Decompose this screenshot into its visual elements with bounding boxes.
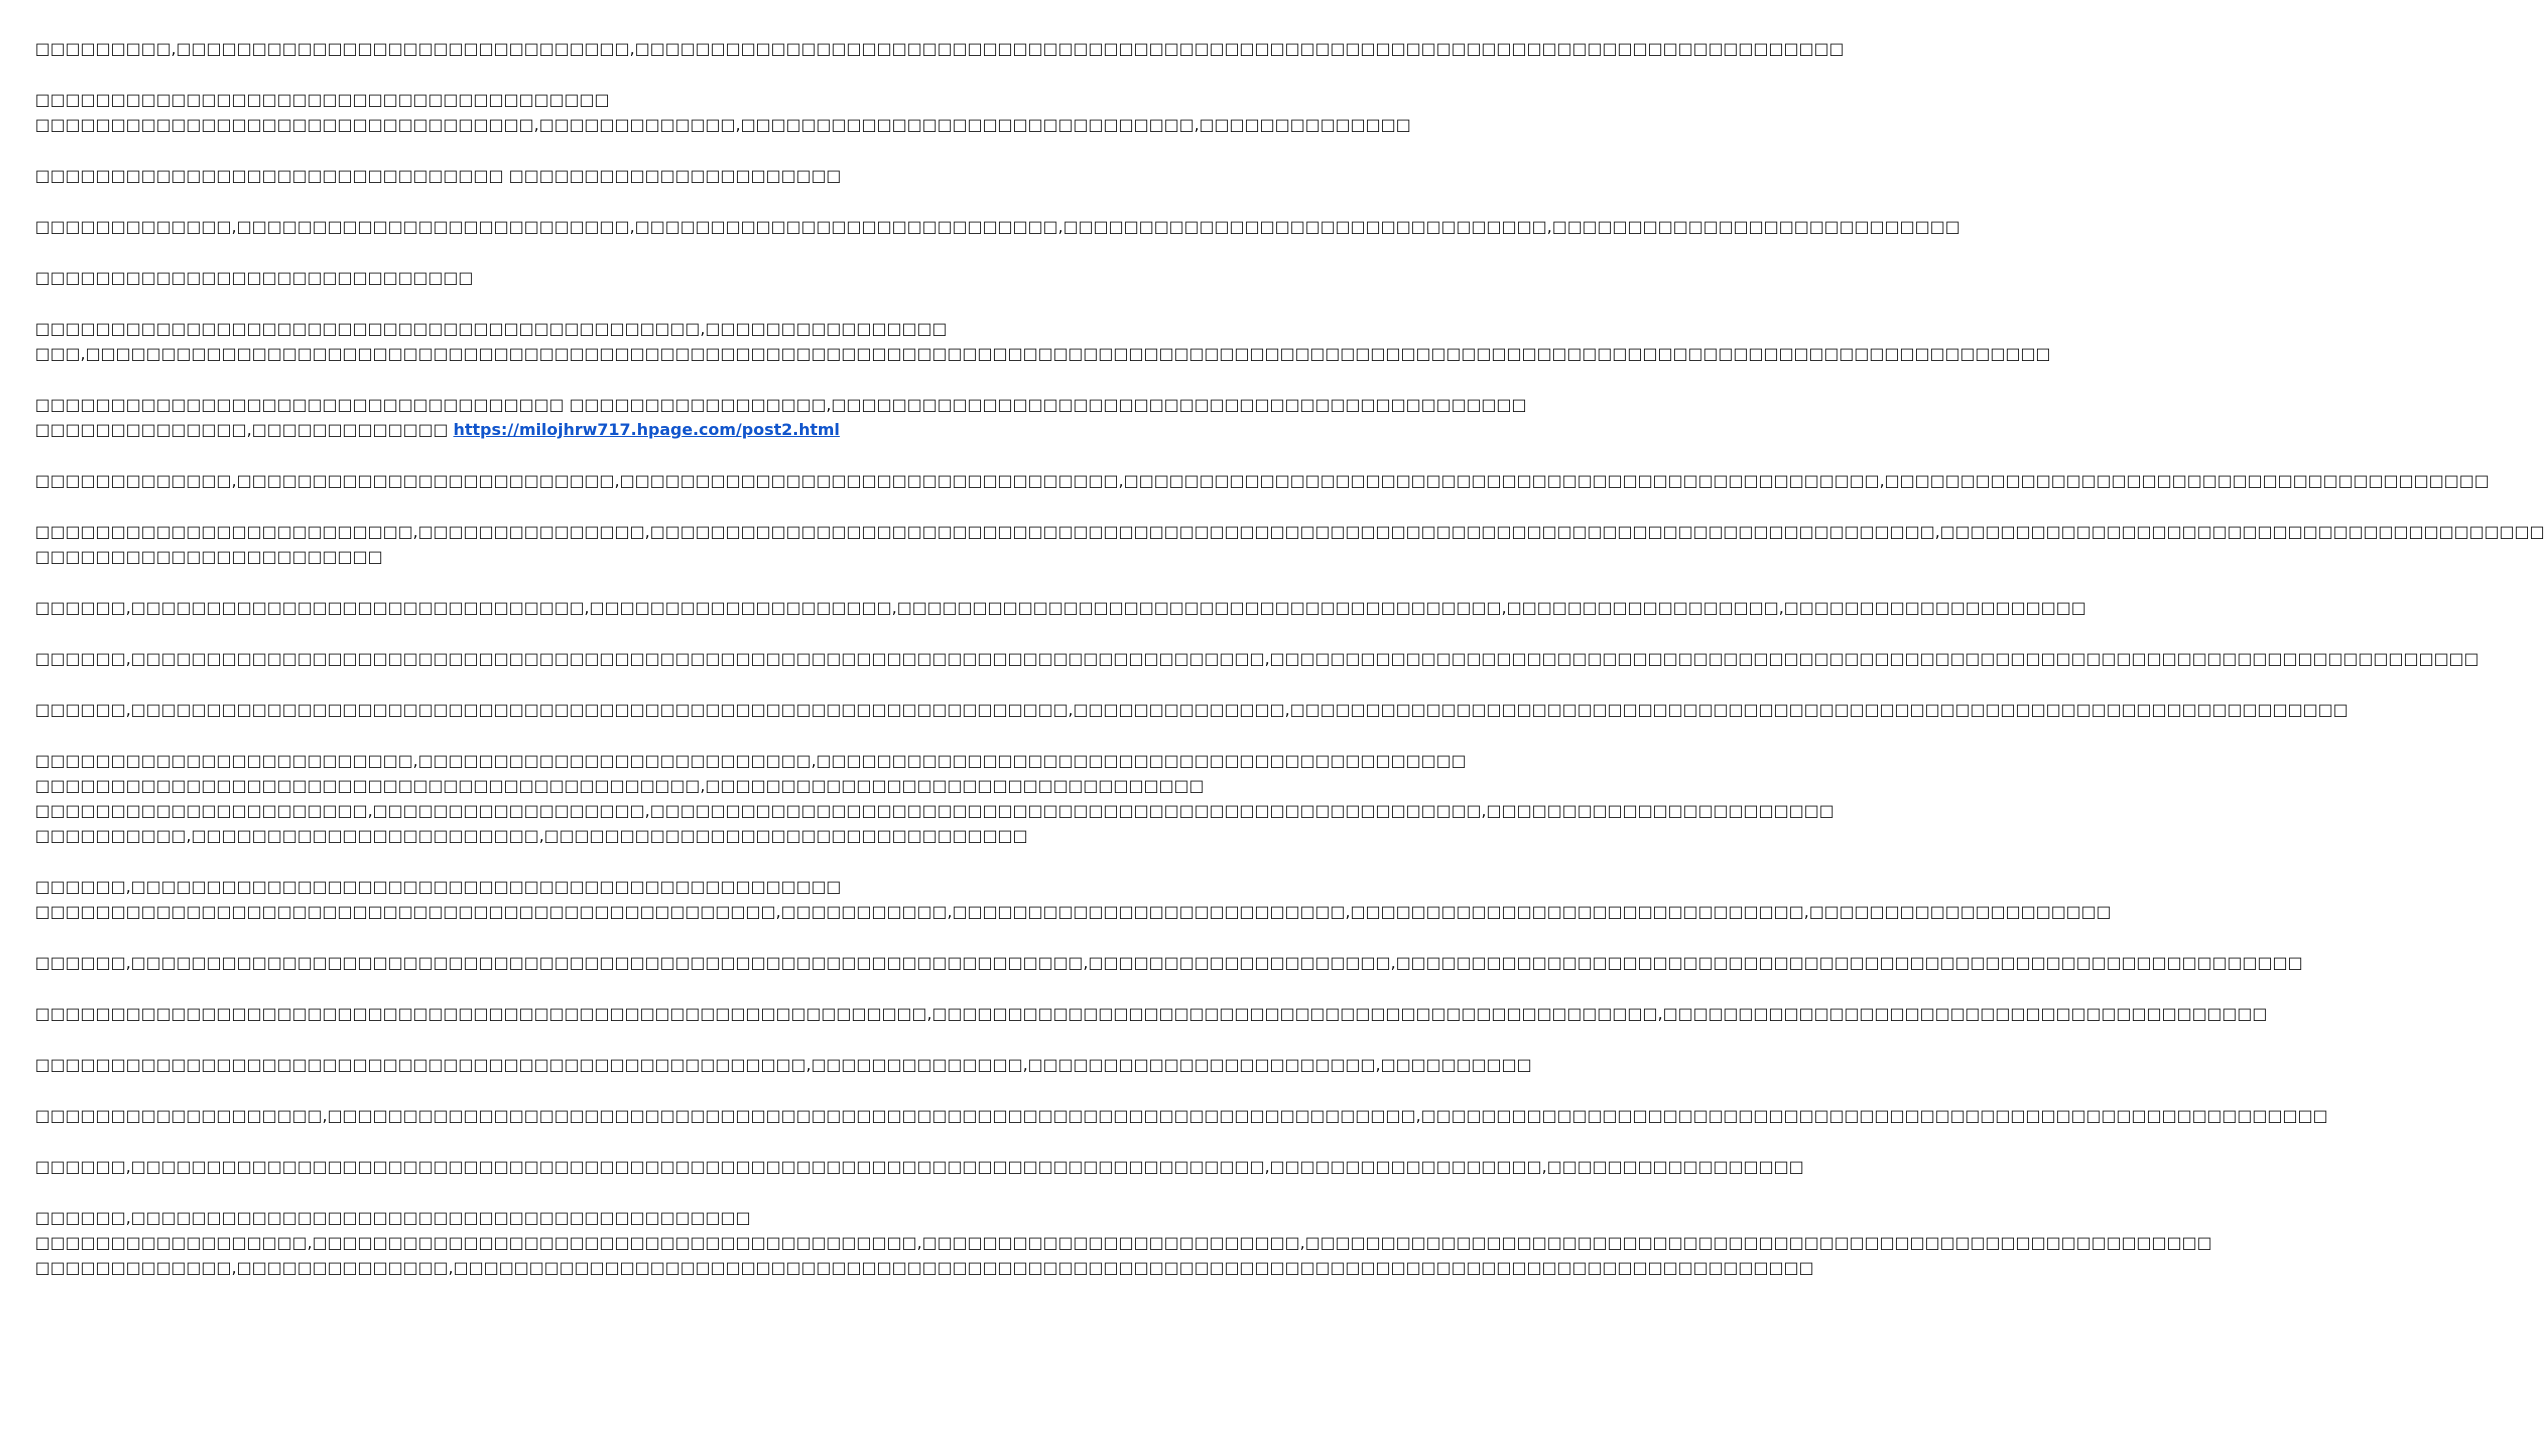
- text-line: □□□□□□□□□□□□□□□□□□□,□□□□□□□□□□□□□□□□□□□□□□□□□□□□□□□□□□□□□□□□□□□□□□□□□□□□□□□□□□□□□□□□□□□□□□□□,□□□□□□□□□□□□□□□□□□□□□□□□□□□□□□□□□□□□□□□□□□□□□□□□□□□□□□□□□□□□: [35, 1106, 2328, 1125]
- text-line: □□□□□□□□□□□□□□□□□□□□□□□□□□□□□□□□□□□□□□□□□□□□□□□□□□□,□□□□□□□□□□□□□□,□□□□□□□□□□□□□□□□□□□□□□□,□□□□□□□□□□: [35, 1055, 1532, 1074]
- text-line: □□□□□□□□□□,□□□□□□□□□□□□□□□□□□□□□□□,□□□□□□□□□□□□□□□□□□□□□□□□□□□□□□□□: [35, 826, 1028, 845]
- paragraph: [35, 950, 2303, 975]
- paragraph: [35, 265, 989, 290]
- text-line: □□□□□□□□□□□□□,□□□□□□□□□□□□□□□□□□□□□□□□□□,□□□□□□□□□□□□□□□□□□□□□□□□□□□□,□□□□□□□□□□□□□□□□□□□□□□□□□□□□□□□□,□□□□□□□□□□□□□□□□□□□□□□□□□□□: [35, 217, 1961, 236]
- text-line: □□□□□□□□□□□□□,□□□□□□□□□□□□□□,□□□□□□□□□□□□□□□□□□□□□□□□□□□□□□□□□□□□□□□□□□□□□□□□□□□□□□□□□□□□□□□□□□□□□□□□□□□□□□□□□□□□□□□□□□: [35, 1258, 1814, 1277]
- paragraph: [35, 36, 1845, 61]
- text-line: □□□□□□□□□□□□□□,□□□□□□□□□□□□□ https://milojhrw717.hpage.com/post2.html: [35, 420, 840, 439]
- paragraph: [35, 1205, 2213, 1280]
- text-line: □□□,□□□□□□□□□□□□□□□□□□□□□□□□□□□□□□□□□□□□□□□□□□□□□□□□□□□□□□□□□□□□□□□□□□□□□□□□□□□□□□□□□□□□□□□□□□□□□□□□□□□□□□□□□□□□□□□□□□□□□□□□□□□□□□□□□□: [35, 344, 2051, 363]
- text-line: □□□□□□,□□□□□□□□□□□□□□□□□□□□□□□□□□□□□□□□□□□□□□□□□□□□□□□□□□□□□□□□□□□□□□,□□□□□□□□□□□□□□,□□□□□□□□□□□□□□□□□□□□□□□□□□□□□□□□□□□□□□□□□□□□□□□□□□□□□□□□□□□□□□□□□□□□□□: [35, 700, 2349, 719]
- post-link[interactable]: https://milojhrw717.hpage.com/post2.html: [453, 420, 840, 439]
- paragraph: [35, 214, 1961, 239]
- text-line: □□□□□□□□□□□□□□□□□□□□□□□□□□□□□□□□□□□□□□: [35, 90, 610, 109]
- text-line: □□□□□□□□□□□□□□□□□□□□□□□□□□□□□□□□□□□□□□□□□□□□□□□□□,□□□□□□□□□□□,□□□□□□□□□□□□□□□□□□□□□□□□□□,□□□□□□□□□□□□□□□□□□□□□□□□□□□□□□,□□□□□□□□□□□□□□□□□□□□: [35, 902, 2112, 921]
- text-line: □□□□□□□□□□□□□□□□□□□□□□□□□,□□□□□□□□□□□□□□□,□□□□□□□□□□□□□□□□□□□□□□□□□□□□□□□□□□□□□□□□□□□□□□□□□□□□□□□□□□□□□□□□□□□□□□□□□□□□□□□□□□□□□,□□□□□□□□□□□□□□□□□□□□□□□□□□□□□□□□□□□□□□□□: [35, 522, 2545, 541]
- document-body: [35, 36, 2545, 1306]
- paragraph: [35, 163, 989, 188]
- text-line: □□□□□□□□□□□□□□□□□□□□□□□□□,□□□□□□□□□□□□□□□□□□□□□□□□□□,□□□□□□□□□□□□□□□□□□□□□□□□□□□□□□□□□□□□□□□□□□□: [35, 751, 1467, 770]
- paragraph: [35, 646, 2480, 671]
- paragraph: [35, 595, 2087, 620]
- paragraph: [35, 468, 2490, 493]
- text-line: □□□□□□,□□□□□□□□□□□□□□□□□□□□□□□□□□□□□□,□□□□□□□□□□□□□□□□□□□□,□□□□□□□□□□□□□□□□□□□□□□□□□□□□□□□□□□□□□□□□,□□□□□□□□□□□□□□□□□□,□□□□□□□□□□□□□□□□□□□□: [35, 598, 2087, 617]
- paragraph: [35, 1001, 2268, 1026]
- text-line: □□□□□□□□□□□□□□□□□□□□□□□□□□□□□□□□□□□ □□□□□□□□□□□□□□□□□,□□□□□□□□□□□□□□□□□□□□□□□□□□□□□□□□□□□□□□□□□□□□□□: [35, 395, 1527, 414]
- text-line: □□□□□□□□□□□□□,□□□□□□□□□□□□□□□□□□□□□□□□□,□□□□□□□□□□□□□□□□□□□□□□□□□□□□□□□□□,□□□□□□□□□□□□□□□□□□□□□□□□□□□□□□□□□□□□□□□□□□□□□□□□□□,□□□□□□□□□□□□□□□□□□□□□□□□□□□□□□□□□□□□□□□□: [35, 471, 2490, 490]
- text-line: □□□□□□□□□□□□□□□□□□□□□□□: [35, 547, 383, 566]
- text-line: □□□□□□□□□□□□□□□□□□□□□□□□□□□□□□□□□□□□□□□□□□□□,□□□□□□□□□□□□□□□□□□□□□□□□□□□□□□□□□: [35, 776, 1205, 795]
- text-line: □□□□□□□□□,□□□□□□□□□□□□□□□□□□□□□□□□□□□□□□,□□□□□□□□□□□□□□□□□□□□□□□□□□□□□□□□□□□□□□□□□□□□□□□□□□□□□□□□□□□□□□□□□□□□□□□□□□□□□□□□: [35, 39, 1845, 58]
- paragraph: [35, 874, 2112, 924]
- text-line: □□□□□□,□□□□□□□□□□□□□□□□□□□□□□□□□□□□□□□□□□□□□□□□□: [35, 1208, 751, 1227]
- text-line: □□□□□□□□□□□□□□□□□□□□□□□□□□□□□: [35, 268, 474, 287]
- paragraph: [35, 1154, 1804, 1179]
- paragraph: [35, 1103, 2328, 1128]
- paragraph: [35, 697, 2349, 722]
- text-line: □□□□□□,□□□□□□□□□□□□□□□□□□□□□□□□□□□□□□□□□□□□□□□□□□□□□□□: [35, 877, 842, 896]
- text-line: □□□□□□,□□□□□□□□□□□□□□□□□□□□□□□□□□□□□□□□□□□□□□□□□□□□□□□□□□□□□□□□□□□□□□□,□□□□□□□□□□□□□□□□□□□□,□□□□□□□□□□□□□□□□□□□□□□□□□□□□□□□□□□□□□□□□□□□□□□□□□□□□□□□□□□□□: [35, 953, 2303, 972]
- text-line: □□□□□□□□□□□□□□□□□□□□□□,□□□□□□□□□□□□□□□□□□,□□□□□□□□□□□□□□□□□□□□□□□□□□□□□□□□□□□□□□□□□□□□□□□□□□□□□□□,□□□□□□□□□□□□□□□□□□□□□□□: [35, 801, 1835, 820]
- paragraph: [35, 748, 1835, 848]
- text-line: □□□□□□□□□□□□□□□□□□□□□□□□□□□□□□□□□□□□□□□□□□□□□□□□□□□□□□□□□□□,□□□□□□□□□□□□□□□□□□□□□□□□□□□□□□□□□□□□□□□□□□□□□□□□,□□□□□□□□□□□□□□□□□□□□□□□□□□□□□□□□□□□□□□□□: [35, 1004, 2268, 1023]
- paragraph: [35, 1052, 1532, 1077]
- text-line: □□□□□□□□□□□□□□□□□□□□□□□□□□□□□□□□□□□□□□□□□□□□,□□□□□□□□□□□□□□□□: [35, 319, 948, 338]
- text-line: □□□□□□,□□□□□□□□□□□□□□□□□□□□□□□□□□□□□□□□□□□□□□□□□□□□□□□□□□□□□□□□□□□□□□□□□□□□□□□□□□□,□□□□□□□□□□□□□□□□□□□□□□□□□□□□□□□□□□□□□□□□□□□□□□□□□□□□□□□□□□□□□□□□□□□□□□□□□□□□□□□□: [35, 649, 2480, 668]
- text-line: □□□□□□,□□□□□□□□□□□□□□□□□□□□□□□□□□□□□□□□□□□□□□□□□□□□□□□□□□□□□□□□□□□□□□□□□□□□□□□□□□□,□□□□□□□□□□□□□□□□□□,□□□□□□□□□□□□□□□□□: [35, 1157, 1804, 1176]
- paragraph: [35, 519, 2545, 569]
- text-line: □□□□□□□□□□□□□□□□□□,□□□□□□□□□□□□□□□□□□□□□□□□□□□□□□□□□□□□□□□□,□□□□□□□□□□□□□□□□□□□□□□□□□,□□□□□□□□□□□□□□□□□□□□□□□□□□□□□□□□□□□□□□□□□□□□□□□□□□□□□□□□□□□□: [35, 1233, 2213, 1252]
- paragraph: [35, 316, 2051, 366]
- text-line: □□□□□□□□□□□□□□□□□□□□□□□□□□□□□□□ □□□□□□□□□□□□□□□□□□□□□□: [35, 166, 842, 185]
- paragraph: [35, 392, 1527, 442]
- paragraph: [35, 87, 1411, 137]
- text-line: □□□□□□□□□□□□□□□□□□□□□□□□□□□□□□□□□,□□□□□□□□□□□□□,□□□□□□□□□□□□□□□□□□□□□□□□□□□□□□,□□□□□□□□□□□□□□: [35, 115, 1411, 134]
